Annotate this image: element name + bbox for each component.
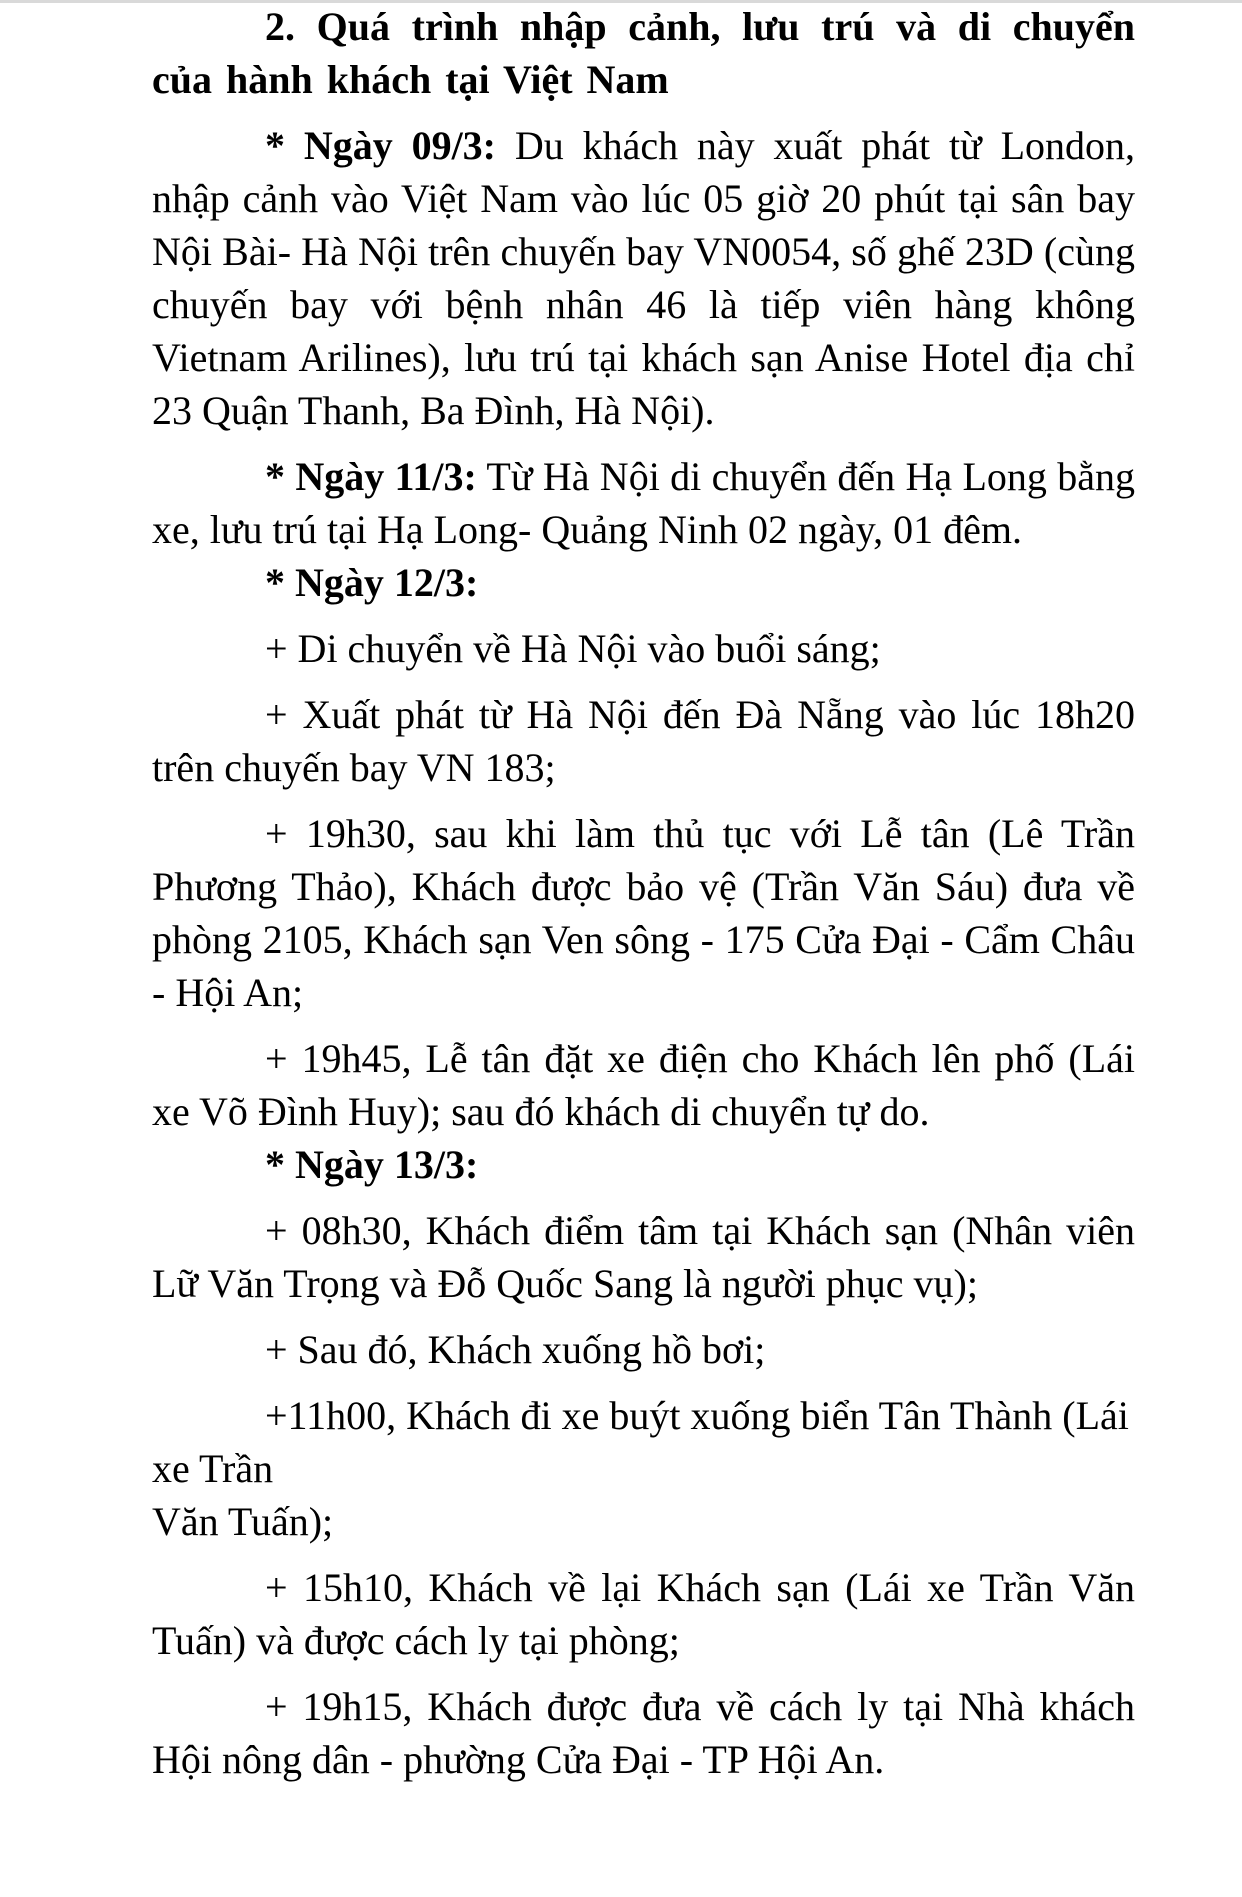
- date-heading-day-13: * Ngày 13/3:: [265, 1142, 479, 1187]
- list-item: + Di chuyển về Hà Nội vào buổi sáng;: [265, 626, 881, 671]
- paragraph-day-11: [152, 450, 1135, 556]
- date-label: * Ngày 11/3:: [265, 454, 477, 499]
- list-item: + 19h30, sau khi làm thủ tục với Lễ tân (Lê Trần Phương Thảo), Khách được bảo vệ (Trần Văn Sáu) đưa về phòng 2105, Khách sạn Ven sông - 175 Cửa Đại - Cẩm Châu - Hội An;: [152, 811, 1135, 1015]
- list-item: + 19h15, Khách được đưa về cách ly tại Nhà khách Hội nông dân - phường Cửa Đại - TP Hội An.: [152, 1684, 1135, 1782]
- list-item: [152, 1389, 1135, 1548]
- list-item: + 15h10, Khách về lại Khách sạn (Lái xe Trần Văn Tuấn) và được cách ly tại phòng;: [152, 1565, 1135, 1663]
- date-heading-day-12: * Ngày 12/3:: [265, 560, 479, 605]
- paragraph-day-09: [152, 119, 1135, 437]
- list-item: + 19h45, Lễ tân đặt xe điện cho Khách lên phố (Lái xe Võ Đình Huy); sau đó khách di chuyển tự do.: [152, 1036, 1135, 1134]
- paragraph-text: Du khách này xuất phát từ London, nhập cảnh vào Việt Nam vào lúc 05 giờ 20 phút tại sân bay Nội Bài- Hà Nội trên chuyến bay VN0054, số ghế 23D (cùng chuyến bay với bệnh nhân 46 là tiếp viên hàng không Vietnam Arilines), lưu trú tại khách sạn Anise Hotel địa chỉ 23 Quận Thanh, Ba Đình, Hà Nội).: [152, 123, 1136, 433]
- paragraph-text: Từ Hà Nội di chuyển đến Hạ Long bằng xe, lưu trú tại Hạ Long- Quảng Ninh 02 ngày, 01 đêm.: [152, 454, 1135, 552]
- date-label: * Ngày 09/3:: [265, 123, 497, 168]
- list-item: + Xuất phát từ Hà Nội đến Đà Nẵng vào lúc 18h20 trên chuyến bay VN 183;: [152, 692, 1135, 790]
- list-item: + 08h30, Khách điểm tâm tại Khách sạn (Nhân viên Lữ Văn Trọng và Đỗ Quốc Sang là người phục vụ);: [152, 1208, 1135, 1306]
- document-page: [152, 0, 1135, 1786]
- section-heading: 2. Quá trình nhập cảnh, lưu trú và di chuyển của hành khách tại Việt Nam: [152, 4, 1135, 102]
- list-item-line: Văn Tuấn);: [152, 1499, 334, 1544]
- list-item-line: +11h00, Khách đi xe buýt xuống biển Tân Thành (Lái xe Trần: [152, 1393, 1129, 1491]
- list-item: + Sau đó, Khách xuống hồ bơi;: [265, 1327, 766, 1372]
